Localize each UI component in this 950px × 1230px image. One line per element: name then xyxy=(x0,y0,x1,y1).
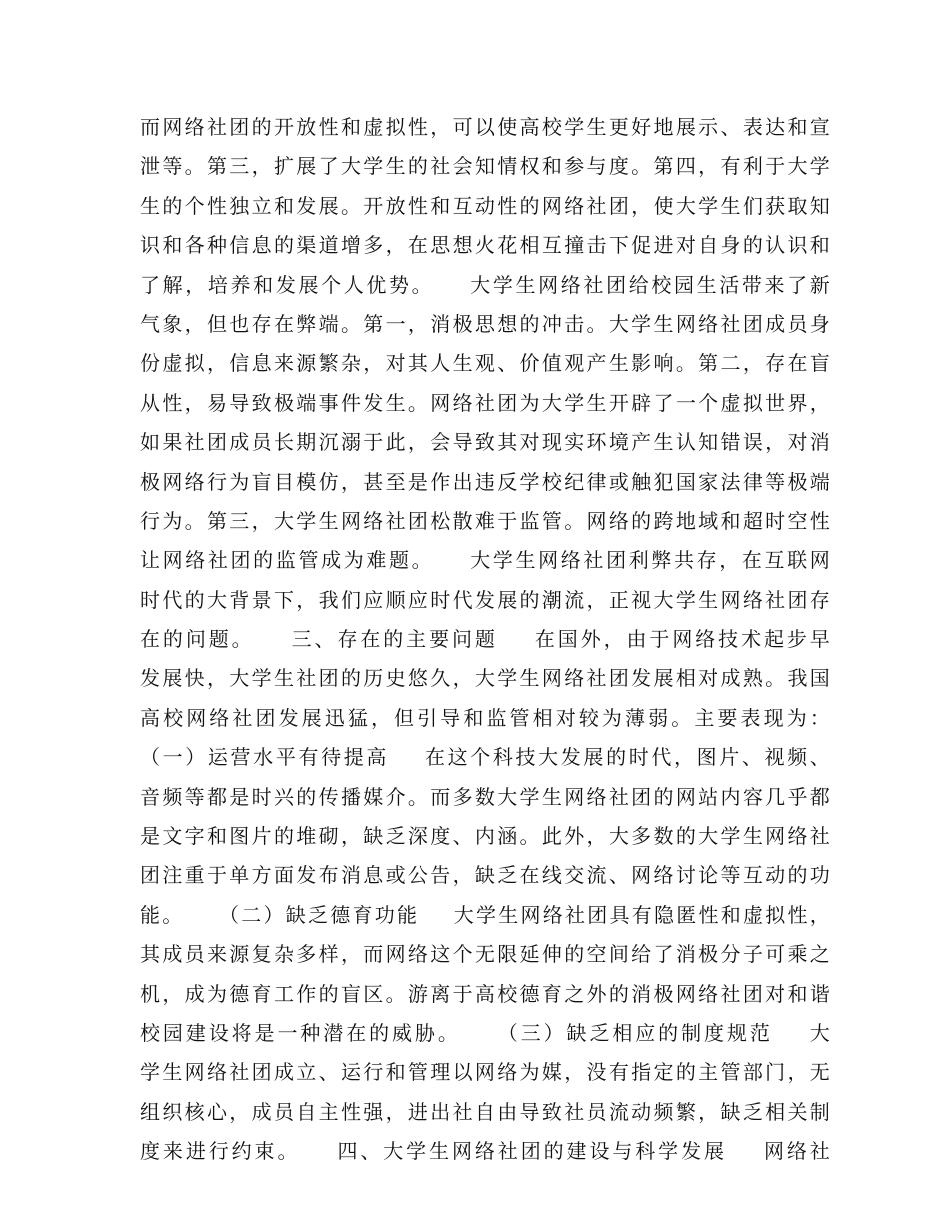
text-line: 高校网络社团发展迅猛，但引导和监管相对较为薄弱。主要表现为： xyxy=(140,705,830,730)
text-line: 时代的大背景下，我们应顺应时代发展的潮流，正视大学生网络社团存 xyxy=(140,587,830,612)
text-line: 是文字和图片的堆砌，缺乏深度、内涵。此外，大多数的大学生网络社 xyxy=(140,824,830,849)
text-line: 了解，培养和发展个人优势。 大学生网络社团给校园生活带来了新 xyxy=(140,272,830,297)
text-line: （一）运营水平有待提高 在这个科技大发展的时代，图片、视频、 xyxy=(140,745,830,770)
text-line: 组织核心，成员自主性强，进出社自由导致社员流动频繁，缺乏相关制 xyxy=(140,1099,830,1124)
text-line: 机，成为德育工作的盲区。游离于高校德育之外的消极网络社团对和谐 xyxy=(140,981,830,1006)
text-line: 团注重于单方面发布消息或公告，缺乏在线交流、网络讨论等互动的功 xyxy=(140,863,830,888)
text-line: 行为。第三，大学生网络社团松散难于监管。网络的跨地域和超时空性 xyxy=(140,508,830,533)
text-line: 生的个性独立和发展。开放性和互动性的网络社团，使大学生们获取知 xyxy=(140,193,830,218)
text-line: 发展快，大学生社团的历史悠久，大学生网络社团发展相对成熟。我国 xyxy=(140,666,830,691)
text-line: 在的问题。 三、存在的主要问题 在国外，由于网络技术起步早 xyxy=(140,627,830,652)
text-line: 如果社团成员长期沉溺于此，会导致其对现实环境产生认知错误，对消 xyxy=(140,430,830,455)
text-line: 度来进行约束。 四、大学生网络社团的建设与科学发展 网络社 xyxy=(140,1139,830,1164)
text-line: 能。 （二）缺乏德育功能 大学生网络社团具有隐匿性和虚拟性， xyxy=(140,902,830,927)
text-line: 让网络社团的监管成为难题。 大学生网络社团利弊共存，在互联网 xyxy=(140,548,830,573)
text-line: 识和各种信息的渠道增多，在思想火花相互撞击下促进对自身的认识和 xyxy=(140,233,830,258)
text-line: 而网络社团的开放性和虚拟性，可以使高校学生更好地展示、表达和宣 xyxy=(140,115,830,139)
text-line: 份虚拟，信息来源繁杂，对其人生观、价值观产生影响。第二，存在盲 xyxy=(140,351,830,376)
body-text xyxy=(140,108,830,1172)
text-line: 音频等都是时兴的传播媒介。而多数大学生网络社团的网站内容几乎都 xyxy=(140,784,830,809)
text-line: 其成员来源复杂多样，而网络这个无限延伸的空间给了消极分子可乘之 xyxy=(140,942,830,967)
text-line: 极网络行为盲目模仿，甚至是作出违反学校纪律或触犯国家法律等极端 xyxy=(140,469,830,494)
text-line: 从性，易导致极端事件发生。网络社团为大学生开辟了一个虚拟世界， xyxy=(140,390,830,415)
text-line: 校园建设将是一种潜在的威胁。 （三）缺乏相应的制度规范 大 xyxy=(140,1020,830,1045)
text-line: 学生网络社团成立、运行和管理以网络为媒，没有指定的主管部门，无 xyxy=(140,1060,830,1085)
text-line: 气象，但也存在弊端。第一，消极思想的冲击。大学生网络社团成员身 xyxy=(140,311,830,336)
text-line: 泄等。第三，扩展了大学生的社会知情权和参与度。第四，有利于大学 xyxy=(140,154,830,179)
